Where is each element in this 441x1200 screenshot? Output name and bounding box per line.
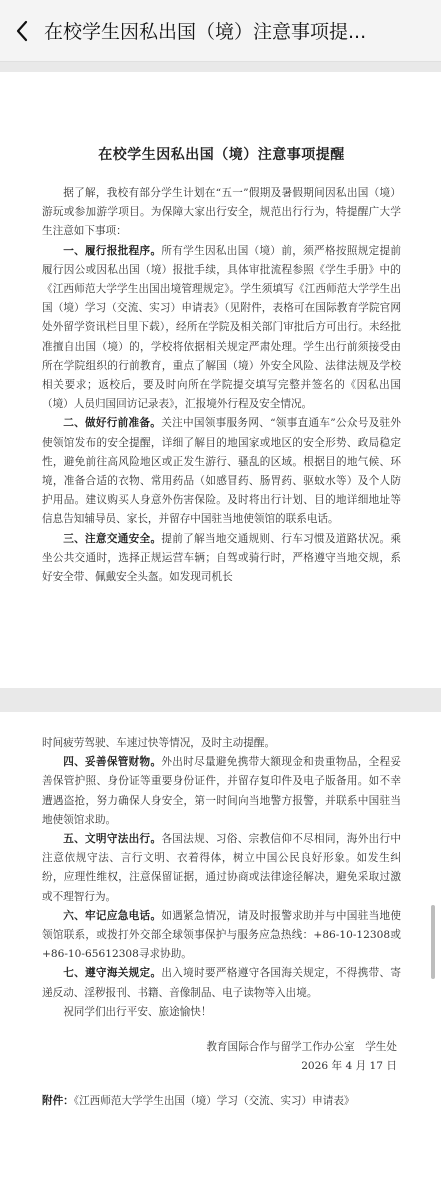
nav-bar bbox=[0, 0, 441, 62]
section-5-body: 各国法规、习俗、宗教信仰不尽相同，海外出行中注意依规守法、言行文明、衣着得体，树立中国公民良好形象。如发生纠纷，应理性维权，注意保留证据，通过协商或法律途径解决，避免采取过激或不理智行为。 bbox=[42, 833, 402, 903]
back-button[interactable] bbox=[0, 0, 44, 62]
section-6-body: 如遇紧急情况，请及时报警求助并与中国驻当地使领馆联系，或拨打外交部全球领事保护与服务应急热线：+86-10-12308或+86-10-65612308寻求协助。 bbox=[42, 909, 402, 961]
section-3 bbox=[42, 530, 401, 588]
section-7 bbox=[42, 964, 401, 1002]
document-date: 2026 年 4 月 17 日 bbox=[301, 1060, 397, 1073]
chevron-left-icon bbox=[15, 20, 29, 42]
section-4-body: 外出时尽量避免携带大额现金和贵重物品，全程妥善保管护照、身份证等重要身份证件，并留存复印件及电子版备用。如不幸遭遇盗抢，努力确保人身安全，第一时间向当地警方报警，并联系中国驻当地使领馆求助。 bbox=[42, 756, 402, 826]
section-3-heading: 三、注意交通安全。 bbox=[63, 532, 162, 545]
section-4 bbox=[42, 753, 401, 830]
document-title: 在校学生因私出国（境）注意事项提醒 bbox=[98, 147, 345, 163]
attachment bbox=[42, 1092, 401, 1111]
intro-paragraph: 据了解，我校有部分学生计划在“五一”假期及暑假期间因私出国（境）游玩或参加游学项目。为保障大家出行安全，规范出行行为，特提醒广大学生注意如下事项： bbox=[42, 187, 401, 238]
section-6-heading: 六、牢记应急电话。 bbox=[63, 909, 162, 922]
section-1-heading: 一、履行报批程序。 bbox=[63, 244, 162, 257]
section-2 bbox=[42, 414, 401, 529]
document-page-2 bbox=[0, 712, 441, 1200]
section-5 bbox=[42, 830, 401, 907]
section-3-body: 提前了解当地交通规则、行车习惯及道路状况。乘坐公共交通时，选择正规运营车辆；自驾或骑行时，严格遵守当地交规，系好安全带、佩戴安全头盔。如发现司机长 bbox=[42, 532, 402, 584]
section-3-continued: 时间疲劳驾驶、车速过快等情况，及时主动提醒。 bbox=[42, 737, 276, 749]
closing-line: 祝同学们出行平安、旅途愉快！ bbox=[63, 1005, 212, 1018]
document-page-1 bbox=[0, 72, 441, 688]
attachment-label: 附件： bbox=[42, 1095, 74, 1108]
scrollbar-thumb[interactable] bbox=[431, 905, 435, 979]
section-6 bbox=[42, 907, 401, 965]
section-5-heading: 五、文明守法出行。 bbox=[63, 833, 162, 846]
page-title: 在校学生因私出国（境）注意事项提... bbox=[44, 21, 367, 43]
signer: 教育国际合作与留学工作办公室 学生处 bbox=[206, 1041, 397, 1054]
section-7-body: 出入境时要严格遵守各国海关规定，不得携带、寄递反动、淫秽报刊、书籍、音像制品、电子读物等入出境。 bbox=[42, 967, 402, 999]
section-1-body: 所有学生因私出国（境）前，须严格按照规定提前履行因公或因私出国（境）报批手续，具体审批流程参照《学生手册》中的《江西师范大学学生出国出境管理规定》。学生须填写《江西师范大学学生出国（境）学习（交流、实习）申请表》（见附件，表格可在国际教育学院官网处外留学资讯栏目里下载），经所在学院及相关部门审批后方可出行。未经批准擅自出国（境）的，学校将依据相关规定严肃处理。学生出行前须接受由所在学院组织的行前教育，重点了解国（境）外安全风险、法律法规及学校相关要求；返校后，要及时向所在学院提交填写完整并签名的《因私出国（境）人员归国回访记录表》，汇报境外行程及安全情况。 bbox=[42, 244, 402, 411]
section-7-heading: 七、遵守海关规定。 bbox=[63, 967, 162, 980]
section-1 bbox=[42, 242, 401, 415]
section-2-body: 关注中国领事服务网、“领事直通车”公众号及驻外使领馆发布的安全提醒，详细了解目的地国家或地区的安全形势、政局稳定性，避免前往高风险地区或正发生游行、骚乱的区域。根据目的地气候、环境，准备合适的衣物、常用药品（如感冒药、肠胃药、驱蚊水等）及个人防护用品。建议购买人身意外伤害保险。及时将出行计划、目的地详细地址等信息告知辅导员、家长，并留存中国驻当地使领馆的联系电话。 bbox=[42, 417, 401, 526]
section-4-heading: 四、妥善保管财物。 bbox=[63, 756, 162, 769]
section-2-heading: 二、做好行前准备。 bbox=[63, 417, 162, 430]
attachment-link[interactable]: 《江西师范大学学生出国（境）学习（交流、实习）申请表》 bbox=[73, 1095, 355, 1108]
